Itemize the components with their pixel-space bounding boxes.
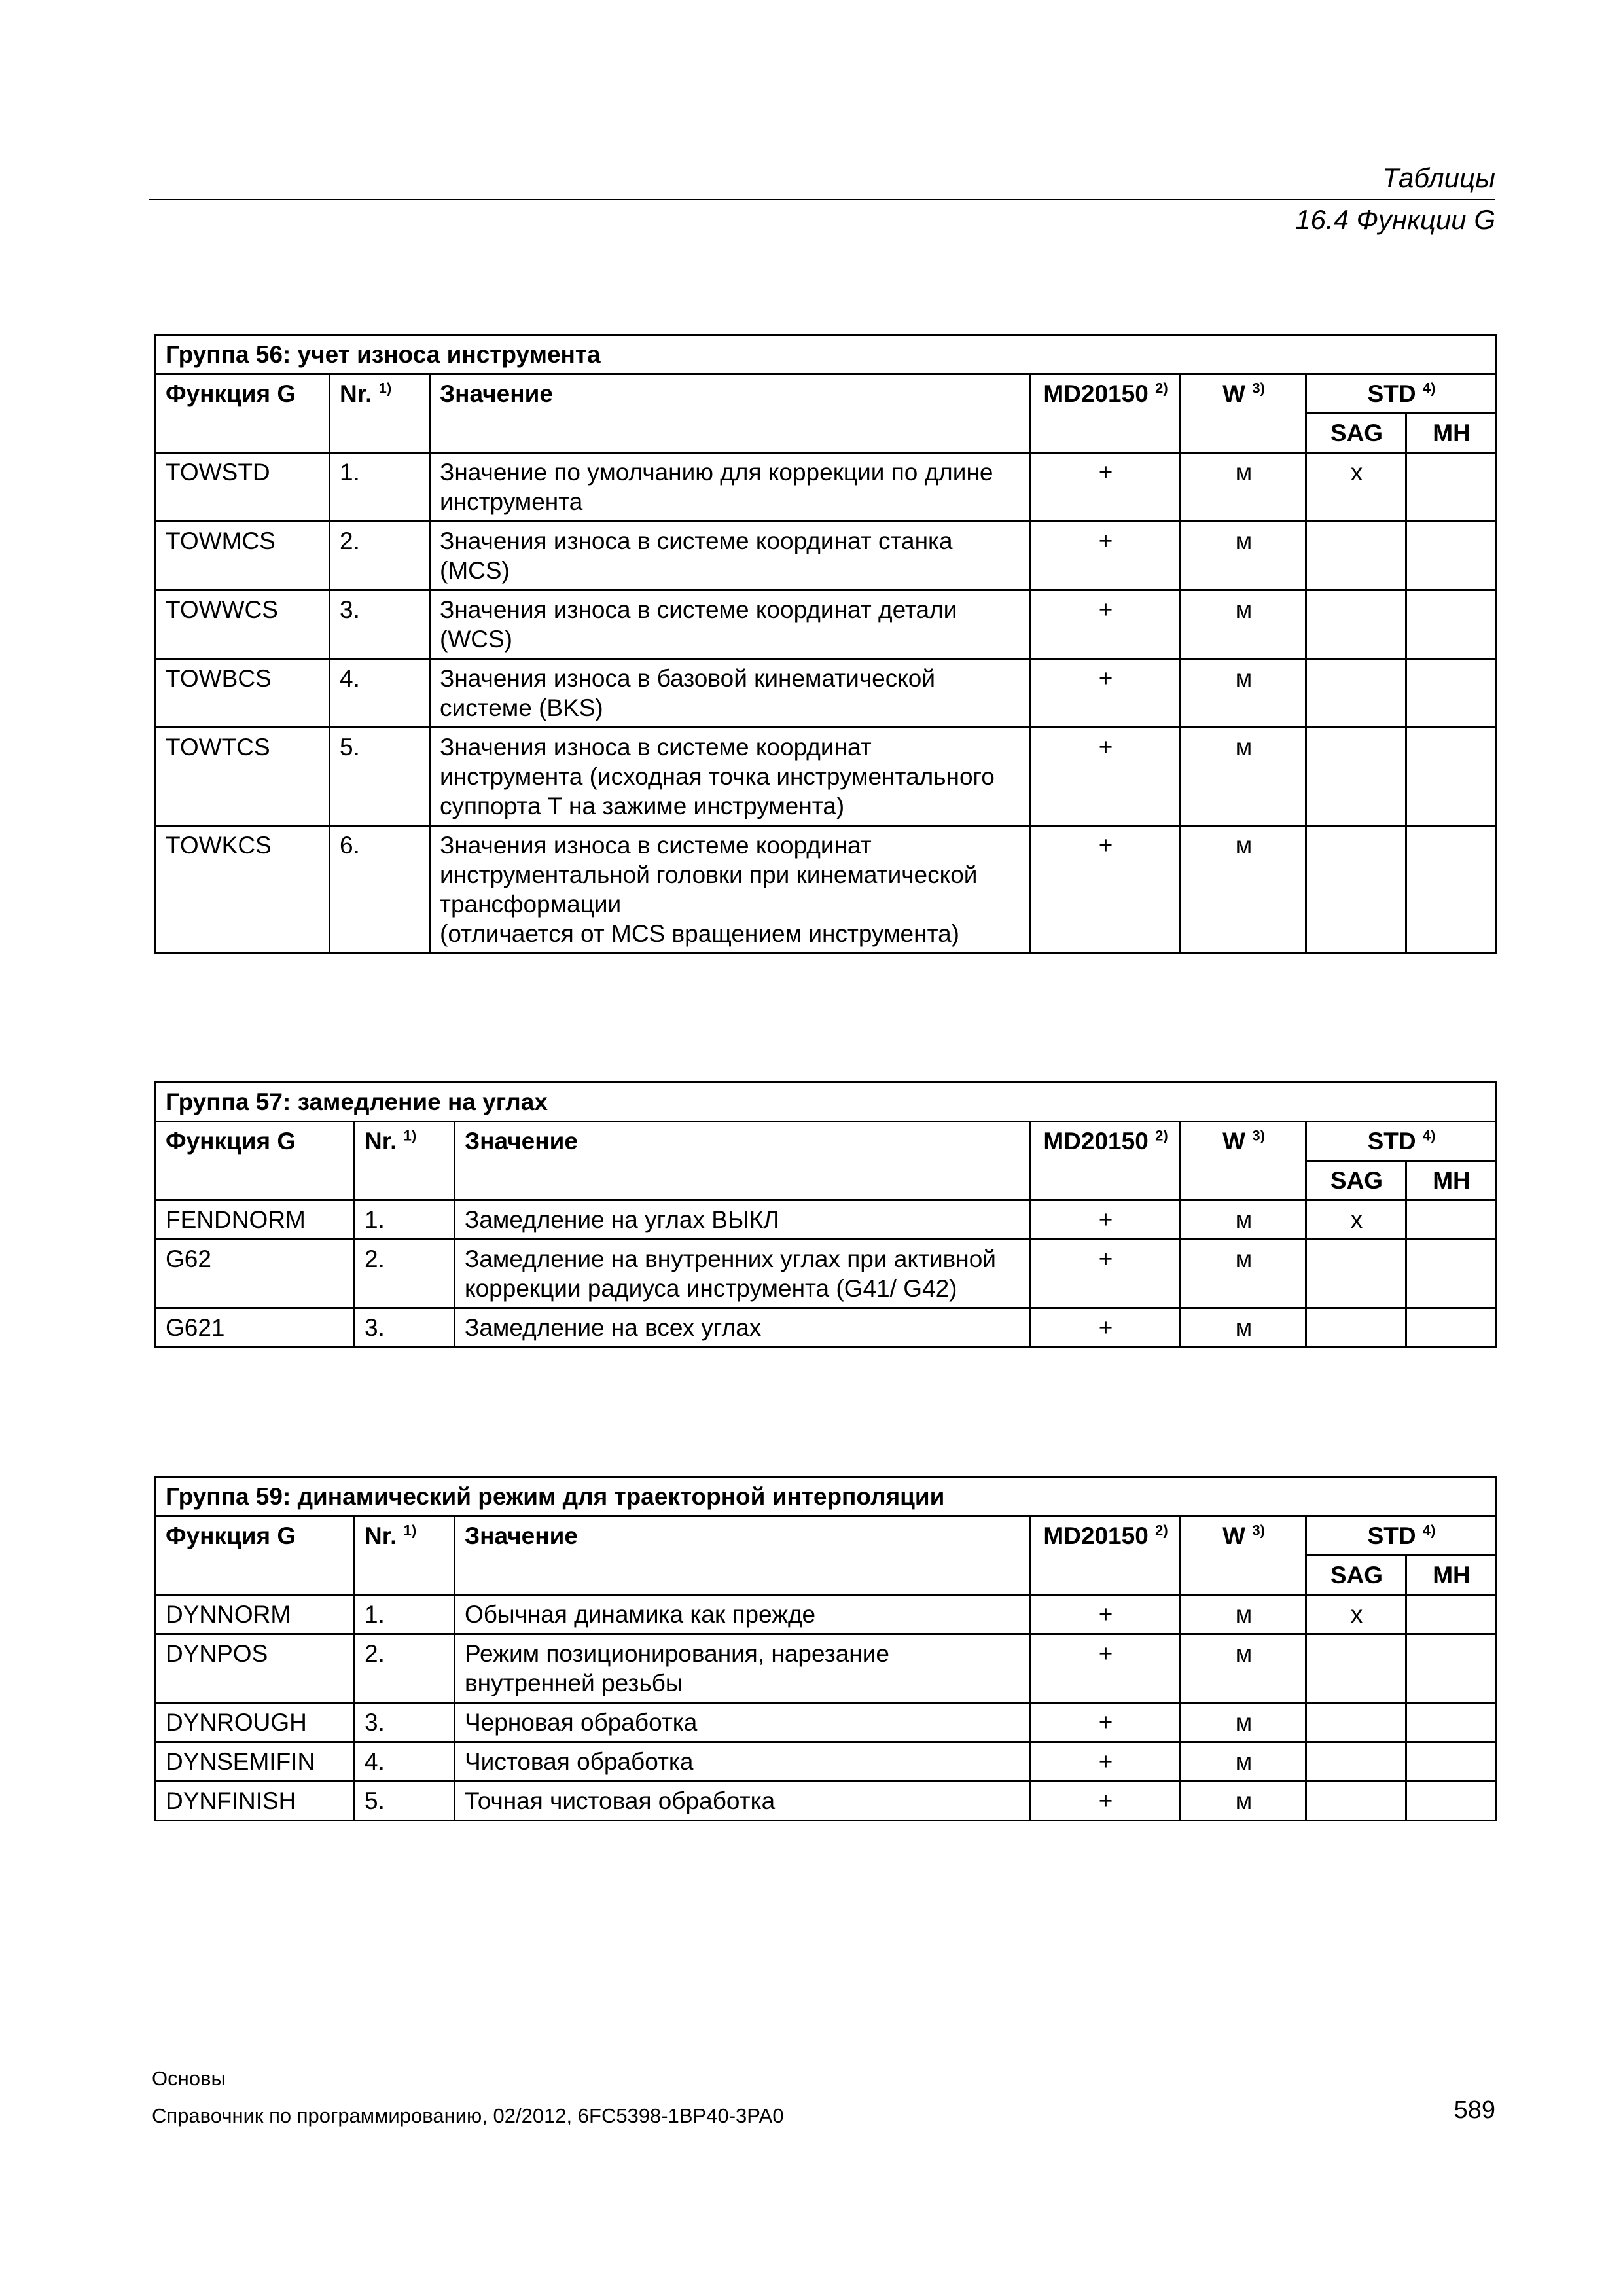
cell-function: FENDNORM xyxy=(156,1200,355,1240)
cell-nr: 1. xyxy=(330,453,430,522)
cell-meaning xyxy=(430,522,1030,590)
cell-sag xyxy=(1306,1308,1406,1348)
cell-function: G621 xyxy=(156,1308,355,1348)
cell-meaning xyxy=(455,1240,1030,1308)
col-header-w: W $^{3)}$ xyxy=(1181,1122,1306,1200)
cell-nr: 5. xyxy=(330,728,430,826)
cell-nr: 2. xyxy=(355,1634,455,1703)
cell-sag xyxy=(1306,1782,1406,1821)
col-header-meaning: Значение xyxy=(430,374,1030,453)
col-header-function: Функция G xyxy=(156,374,330,453)
cell-nr: 4. xyxy=(330,659,430,728)
cell-meaning xyxy=(455,1308,1030,1348)
footer-book-info: Справочник по программированию, 02/2012, 6FC5398-1BP40-3PA0 xyxy=(152,2104,784,2127)
col-header-sag: SAG xyxy=(1306,414,1406,453)
meaning-line: Замедление на всех углах xyxy=(465,1314,762,1341)
cell-md20150: + xyxy=(1030,728,1181,826)
cell-meaning xyxy=(455,1595,1030,1634)
cell-sag xyxy=(1306,659,1406,728)
cell-nr: 5. xyxy=(355,1782,455,1821)
table-row xyxy=(156,590,1496,659)
meaning-line: Обычная динамика как прежде xyxy=(465,1601,816,1628)
table-row xyxy=(156,1240,1496,1308)
meaning-line: трансформации xyxy=(440,891,622,918)
col-header-md: MD20150 $^{2)}$ xyxy=(1030,1122,1181,1200)
meaning-line: внутренней резьбы xyxy=(465,1670,683,1696)
cell-mh xyxy=(1406,1200,1496,1240)
cell-w: м xyxy=(1181,1240,1306,1308)
col-header-meaning: Значение xyxy=(455,1122,1030,1200)
meaning-line: Режим позиционирования, нарезание xyxy=(465,1640,889,1667)
table-row xyxy=(156,522,1496,590)
cell-function: DYNPOS xyxy=(156,1634,355,1703)
cell-w: м xyxy=(1181,826,1306,954)
cell-function: TOWWCS xyxy=(156,590,330,659)
cell-md20150: + xyxy=(1030,1595,1181,1634)
group-title: Группа 59: динамический режим для траекторной интерполяции xyxy=(156,1477,1496,1516)
cell-meaning xyxy=(455,1703,1030,1742)
cell-mh xyxy=(1406,522,1496,590)
meaning-line: инструмента (исходная точка инструментального xyxy=(440,763,995,790)
cell-md20150: + xyxy=(1030,1782,1181,1821)
cell-meaning xyxy=(430,590,1030,659)
col-header-function: Функция G xyxy=(156,1516,355,1595)
cell-w: м xyxy=(1181,1782,1306,1821)
cell-function: DYNNORM xyxy=(156,1595,355,1634)
col-header-std: STD $^{4)}$ xyxy=(1306,1516,1496,1556)
cell-w: м xyxy=(1181,728,1306,826)
group-57-table xyxy=(154,1081,1497,1348)
cell-md20150: + xyxy=(1030,453,1181,522)
cell-nr: 3. xyxy=(355,1308,455,1348)
cell-w: м xyxy=(1181,1200,1306,1240)
cell-mh xyxy=(1406,1742,1496,1782)
meaning-line: Чистовая обработка xyxy=(465,1748,694,1775)
cell-w: м xyxy=(1181,1595,1306,1634)
page-number: 589 xyxy=(1454,2096,1495,2124)
cell-mh xyxy=(1406,453,1496,522)
group-59-table xyxy=(154,1476,1497,1821)
meaning-line: (MCS) xyxy=(440,557,510,584)
meaning-line: (отличается от MCS вращением инструмента) xyxy=(440,920,960,947)
col-header-nr: Nr. $^{1)}$ xyxy=(355,1516,455,1595)
cell-function: DYNFINISH xyxy=(156,1782,355,1821)
col-header-std: STD $^{4)}$ xyxy=(1306,1122,1496,1161)
col-header-sag: SAG xyxy=(1306,1556,1406,1595)
group-title: Группа 57: замедление на углах xyxy=(156,1083,1496,1122)
header-rule xyxy=(149,199,1495,200)
meaning-line: (WCS) xyxy=(440,626,512,653)
cell-meaning xyxy=(455,1742,1030,1782)
col-header-w: W $^{3)}$ xyxy=(1181,1516,1306,1595)
col-header-nr: Nr. $^{1)}$ xyxy=(355,1122,455,1200)
cell-w: м xyxy=(1181,1742,1306,1782)
col-header-mh: MH xyxy=(1406,1161,1496,1200)
meaning-line: Замедление на внутренних углах при активной xyxy=(465,1246,996,1272)
table-row xyxy=(156,728,1496,826)
col-header-sag: SAG xyxy=(1306,1161,1406,1200)
table-row xyxy=(156,1308,1496,1348)
cell-sag xyxy=(1306,1742,1406,1782)
meaning-line: коррекции радиуса инструмента (G41/ G42) xyxy=(465,1275,957,1302)
table-row xyxy=(156,659,1496,728)
meaning-line: Значения износа в системе координат xyxy=(440,734,872,761)
cell-sag xyxy=(1306,590,1406,659)
cell-mh xyxy=(1406,826,1496,954)
cell-md20150: + xyxy=(1030,1240,1181,1308)
cell-w: м xyxy=(1181,1634,1306,1703)
col-header-std: STD $^{4)}$ xyxy=(1306,374,1496,414)
cell-md20150: + xyxy=(1030,590,1181,659)
meaning-line: инструмента xyxy=(440,488,583,515)
cell-sag: x xyxy=(1306,453,1406,522)
cell-meaning xyxy=(430,453,1030,522)
cell-mh xyxy=(1406,1240,1496,1308)
cell-mh xyxy=(1406,590,1496,659)
header-title: Таблицы xyxy=(1382,162,1495,193)
cell-w: м xyxy=(1181,590,1306,659)
col-header-mh: MH xyxy=(1406,1556,1496,1595)
cell-meaning xyxy=(455,1634,1030,1703)
cell-mh xyxy=(1406,1308,1496,1348)
cell-function: DYNSEMIFIN xyxy=(156,1742,355,1782)
table-row xyxy=(156,1200,1496,1240)
footer-book-title: Основы xyxy=(152,2067,226,2090)
meaning-line: Черновая обработка xyxy=(465,1709,698,1736)
cell-nr: 4. xyxy=(355,1742,455,1782)
cell-mh xyxy=(1406,1703,1496,1742)
cell-meaning xyxy=(455,1200,1030,1240)
cell-nr: 3. xyxy=(355,1703,455,1742)
cell-function: TOWTCS xyxy=(156,728,330,826)
meaning-line: Значения износа в базовой кинематической xyxy=(440,665,936,692)
cell-meaning xyxy=(455,1782,1030,1821)
meaning-line: системе (BKS) xyxy=(440,694,603,721)
cell-sag xyxy=(1306,522,1406,590)
table-row xyxy=(156,1742,1496,1782)
meaning-line: суппорта T на зажиме инструмента) xyxy=(440,793,845,819)
cell-mh xyxy=(1406,1782,1496,1821)
cell-mh xyxy=(1406,1595,1496,1634)
cell-mh xyxy=(1406,659,1496,728)
col-header-meaning: Значение xyxy=(455,1516,1030,1595)
cell-function: TOWMCS xyxy=(156,522,330,590)
meaning-line: Значения износа в системе координат xyxy=(440,832,872,859)
cell-nr: 6. xyxy=(330,826,430,954)
cell-function: TOWKCS xyxy=(156,826,330,954)
group-56-table xyxy=(154,334,1497,954)
cell-nr: 2. xyxy=(355,1240,455,1308)
table-row xyxy=(156,1634,1496,1703)
cell-function: DYNROUGH xyxy=(156,1703,355,1742)
cell-md20150: + xyxy=(1030,826,1181,954)
cell-w: м xyxy=(1181,453,1306,522)
meaning-line: Значения износа в системе координат детали xyxy=(440,596,957,623)
cell-w: м xyxy=(1181,522,1306,590)
cell-sag: x xyxy=(1306,1200,1406,1240)
table-row xyxy=(156,1703,1496,1742)
cell-function: G62 xyxy=(156,1240,355,1308)
header-section: 16.4 Функции G xyxy=(1295,204,1495,235)
col-header-w: W $^{3)}$ xyxy=(1181,374,1306,453)
meaning-line: Точная чистовая обработка xyxy=(465,1787,776,1814)
cell-md20150: + xyxy=(1030,1308,1181,1348)
table-row xyxy=(156,1782,1496,1821)
cell-meaning xyxy=(430,728,1030,826)
cell-function: TOWBCS xyxy=(156,659,330,728)
cell-w: м xyxy=(1181,1308,1306,1348)
cell-sag xyxy=(1306,826,1406,954)
cell-function: TOWSTD xyxy=(156,453,330,522)
meaning-line: Замедление на углах ВЫКЛ xyxy=(465,1206,779,1233)
cell-nr: 3. xyxy=(330,590,430,659)
col-header-nr: Nr. $^{1)}$ xyxy=(330,374,430,453)
cell-md20150: + xyxy=(1030,1634,1181,1703)
cell-md20150: + xyxy=(1030,1703,1181,1742)
cell-sag xyxy=(1306,1240,1406,1308)
cell-meaning xyxy=(430,826,1030,954)
cell-md20150: + xyxy=(1030,659,1181,728)
cell-w: м xyxy=(1181,659,1306,728)
group-title: Группа 56: учет износа инструмента xyxy=(156,335,1496,374)
meaning-line: Значения износа в системе координат станка xyxy=(440,528,953,554)
col-header-md: MD20150 $^{2)}$ xyxy=(1030,1516,1181,1595)
cell-sag xyxy=(1306,728,1406,826)
cell-md20150: + xyxy=(1030,1742,1181,1782)
meaning-line: инструментальной головки при кинематической xyxy=(440,861,978,888)
col-header-md: MD20150 $^{2)}$ xyxy=(1030,374,1181,453)
cell-sag xyxy=(1306,1703,1406,1742)
table-row xyxy=(156,1595,1496,1634)
cell-sag: x xyxy=(1306,1595,1406,1634)
meaning-line: Значение по умолчанию для коррекции по длине xyxy=(440,459,993,486)
cell-nr: 2. xyxy=(330,522,430,590)
cell-meaning xyxy=(430,659,1030,728)
cell-nr: 1. xyxy=(355,1200,455,1240)
cell-w: м xyxy=(1181,1703,1306,1742)
col-header-function: Функция G xyxy=(156,1122,355,1200)
cell-mh xyxy=(1406,728,1496,826)
cell-md20150: + xyxy=(1030,522,1181,590)
cell-nr: 1. xyxy=(355,1595,455,1634)
col-header-mh: MH xyxy=(1406,414,1496,453)
cell-mh xyxy=(1406,1634,1496,1703)
cell-md20150: + xyxy=(1030,1200,1181,1240)
table-row xyxy=(156,826,1496,954)
cell-sag xyxy=(1306,1634,1406,1703)
table-row xyxy=(156,453,1496,522)
